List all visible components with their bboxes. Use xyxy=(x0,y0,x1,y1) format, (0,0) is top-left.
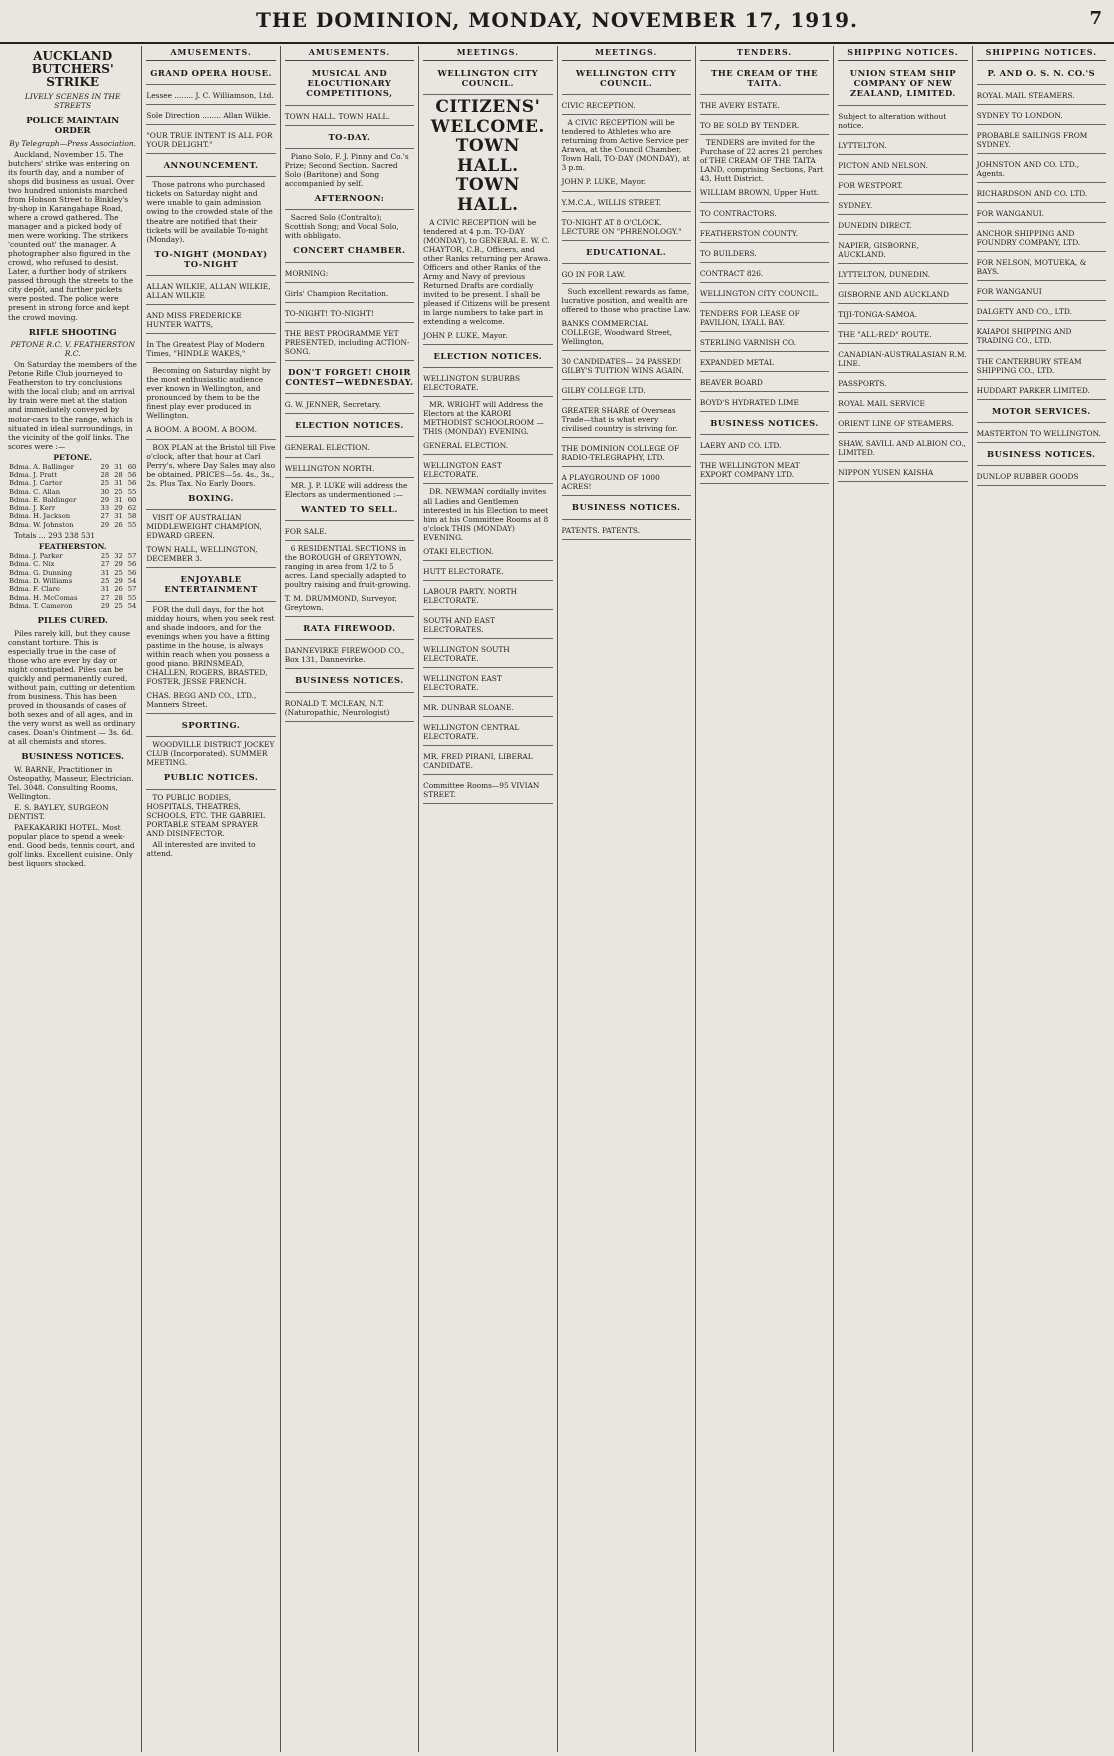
ad-block xyxy=(562,65,691,96)
paragraph: Piano Solo, F. J. Pinny and Co.'s Prize; Second Section. Sacred Solo (Baritone) and Song accompanied by self. xyxy=(284,151,409,188)
display-heading: CITIZENS' WELCOME. xyxy=(430,97,545,137)
table-cell: 60 xyxy=(127,462,137,471)
ad-line: G. W. JENNER, Secretary. xyxy=(285,397,414,414)
paragraph: On Saturday the members of the Petone Rifle Club journeyed to Featherston to try conclusions with the local club; and on arrival by train were met at the station and immediately conveyed by motor-cars to the range, which is situated in ideal surroundings, in the vicinity of the golf links. The scores were :— xyxy=(8,360,137,451)
ad-heading: GRAND OPERA HOUSE. xyxy=(150,67,272,78)
column-7 xyxy=(833,46,971,1752)
ad-line: TO BE SOLD BY TENDER. xyxy=(700,118,829,135)
ad-line: TO-NIGHT AT 8 O'CLOCK. LECTURE ON "PHRENOLOGY." xyxy=(562,215,691,241)
table-cell: 29 xyxy=(114,504,123,513)
ad-line: TO BUILDERS. xyxy=(700,246,829,263)
ad-heading: MUSICAL AND ELOCUTIONARY COMPETITIONS, xyxy=(306,67,393,99)
ad-line: LAERY AND CO. LTD. xyxy=(700,438,829,455)
table-cell: Bdma. H. McComas xyxy=(9,593,78,602)
ad-block xyxy=(285,417,414,437)
ad-block xyxy=(146,490,275,510)
ad-subheading: CONCERT CHAMBER. xyxy=(293,245,406,256)
ad-line: THE DOMINION COLLEGE OF RADIO-TELEGRAPHY, LTD. xyxy=(562,441,691,467)
section-heading: RIFLE SHOOTING xyxy=(28,327,117,338)
table-cell: Bdma. D. Williams xyxy=(9,577,73,586)
paragraph: FOR the dull days, for the hot midday hours, when you seek rest and shade indoors, and for the evenings when you have a fitting pastime in the house, is always within reach when you possess a good piano. BRINSMEAD, CHALLEN, ROGERS, BRASTED, FOSTER, JESSE FRENCH. xyxy=(146,604,275,686)
ad-line: WELLINGTON SOUTH ELECTORATE. xyxy=(423,642,552,668)
table-cell: 31 xyxy=(114,462,123,471)
ad-block xyxy=(146,571,275,602)
ad-block xyxy=(285,65,414,106)
column-6 xyxy=(695,46,833,1752)
paragraph: A CIVIC RECEPTION will be tendered to Athletes who are returning from Active Service per Arawa, at the Council Chamber, Town Hall, TO-DAY (MONDAY), at 3 p.m. xyxy=(561,118,690,173)
column-2 xyxy=(141,46,279,1752)
ad-line: BANKS COMMERCIAL COLLEGE, Woodward Street, Wellington, xyxy=(562,316,691,351)
paragraph: PAEKAKARIKI HOTEL. Most popular place to spend a week-end. Good beds, tennis court, and golf links. Excellent cuisine. Only best liquors stocked. xyxy=(8,822,135,868)
ad-line: NIPPON YUSEN KAISHA xyxy=(838,465,967,482)
column-4 xyxy=(418,46,556,1752)
ad-line: ALLAN WILKIE, ALLAN WILKIE, ALLAN WILKIE xyxy=(146,279,275,305)
column-heading: MEETINGS. xyxy=(562,46,691,61)
paragraph: WOODVILLE DISTRICT JOCKEY CLUB (Incorporated). SUMMER MEETING. xyxy=(146,740,275,768)
column-heading: SHIPPING NOTICES. xyxy=(838,46,967,61)
ad-subheading: RATA FIREWOOD. xyxy=(303,623,396,634)
signature-line: JOHN P. LUKE, Mayor. xyxy=(423,328,552,345)
table-cell: 57 xyxy=(127,552,137,561)
table-row xyxy=(8,602,137,610)
ad-block xyxy=(423,65,552,96)
subheading: By Telegraph—Press Association. xyxy=(9,138,137,148)
table-cell: 56 xyxy=(127,479,137,488)
table-cell: 54 xyxy=(127,601,137,610)
ad-line: Girls' Champion Recitation. xyxy=(285,286,414,303)
paragraph: Those patrons who purchased tickets on Saturday night and were unable to gain admission owing to the crowded state of the theatre are notified that their tickets will be available To-night (Monday). xyxy=(146,180,273,244)
table-cell: 55 xyxy=(127,593,137,602)
ad-line: GREATER SHARE of Overseas Trade—that is what every civilised country is striving for. xyxy=(562,403,691,438)
table-row xyxy=(8,552,137,560)
ad-line: TO CONTRACTORS. xyxy=(700,206,829,223)
section-heading: BUSINESS NOTICES. xyxy=(21,752,125,763)
table-cell: 31 xyxy=(114,495,123,504)
table-row xyxy=(8,569,137,577)
paragraph: TO PUBLIC BODIES, HOSPITALS, THEATRES, SCHOOLS, ETC. THE GABRIEL PORTABLE STEAM SPRAYER AND DISINFECTOR. xyxy=(146,792,266,838)
table-cell: 56 xyxy=(127,560,137,569)
table-cell: Bdma. J. Parker xyxy=(9,552,63,561)
score-table xyxy=(8,463,137,529)
table-cell: 25 xyxy=(100,479,110,488)
ad-line: ORIENT LINE OF STEAMERS. xyxy=(838,416,967,433)
paragraph: BOX PLAN at the Bristol till Five o'clock, after that hour at Carl Perry's, where Day Sales may also be obtained. PRICES—5s. 4s., 3s., 2s. Plus Tax. No Early Doors. xyxy=(146,442,276,488)
ad-line: TOWN HALL. TOWN HALL. xyxy=(285,109,414,126)
table-cell: 27 xyxy=(100,593,110,602)
table-cell: 30 xyxy=(100,487,110,496)
ad-line: GISBORNE AND AUCKLAND xyxy=(838,287,967,304)
table-cell: Bdma. T. Cameron xyxy=(9,601,73,610)
table-cell: Bdma. E. Baldinger xyxy=(9,495,77,504)
ad-line: TIJI-TONGA-SAMOA. xyxy=(838,307,967,324)
table-cell: 29 xyxy=(100,601,110,610)
ad-block xyxy=(285,501,414,521)
column-heading: AMUSEMENTS. xyxy=(285,46,414,61)
table-title: FEATHERSTON. xyxy=(38,542,107,552)
table-row xyxy=(8,577,137,585)
table-title: PETONE. xyxy=(53,452,93,462)
ad-line: T. M. DRUMMOND, Surveyor, Greytown. xyxy=(285,591,414,617)
table-cell: 56 xyxy=(127,568,137,577)
ad-line: GENERAL ELECTION. xyxy=(285,440,414,457)
ad-block xyxy=(146,65,275,85)
ad-line: FOR WANGANUI xyxy=(977,284,1106,301)
ad-line: BOYD'S HYDRATED LIME xyxy=(700,395,829,412)
table-cell: Bdma. C. Allan xyxy=(9,487,61,496)
ad-line: LYTTELTON, DUNEDIN. xyxy=(838,267,967,284)
article-headline: AUCKLAND BUTCHERS' STRIKE xyxy=(31,49,114,90)
table-cell: Bdma. J. Carter xyxy=(9,479,63,488)
table-row xyxy=(8,496,137,504)
ad-heading: WELLINGTON CITY COUNCIL. xyxy=(437,67,539,88)
ad-line: DALGETY AND CO., LTD. xyxy=(977,304,1106,321)
table-row xyxy=(8,479,137,487)
ad-line: WELLINGTON EAST ELECTORATE. xyxy=(423,671,552,697)
column-3 xyxy=(280,46,418,1752)
ad-subheading: ELECTION NOTICES. xyxy=(295,420,404,431)
ad-line: JOHNSTON AND CO. LTD., Agents. xyxy=(977,157,1106,183)
ad-line: WELLINGTON CENTRAL ELECTORATE. xyxy=(423,720,552,746)
table-cell: 57 xyxy=(127,585,137,594)
ad-subheading: SPORTING. xyxy=(181,719,241,730)
table-cell: Bdma. G. Dunning xyxy=(9,568,73,577)
ad-heading: THE CREAM OF THE TAITA. xyxy=(711,67,818,88)
table-cell: 62 xyxy=(127,504,137,513)
ad-line: BEAVER BOARD xyxy=(700,375,829,392)
ad-subheading: BUSINESS NOTICES. xyxy=(710,417,819,428)
ad-line: KAIAPOI SHIPPING AND TRADING CO., LTD. xyxy=(977,324,1106,350)
ad-line: WELLINGTON SUBURBS ELECTORATE. xyxy=(423,371,552,397)
ad-line: WILLIAM BROWN, Upper Hutt. xyxy=(700,185,829,202)
ad-line: MR. FRED PIRANI, LIBERAL CANDIDATE. xyxy=(423,749,552,775)
table-cell: 26 xyxy=(114,520,123,529)
masthead xyxy=(0,0,1114,44)
ad-line: GENERAL ELECTION. xyxy=(423,438,552,455)
ad-line: CANADIAN-AUSTRALASIAN R.M. LINE. xyxy=(838,347,967,373)
ad-block xyxy=(146,246,275,277)
ad-subheading: AFTERNOON: xyxy=(314,192,385,203)
paragraph: Becoming on Saturday night by the most enthusiastic audience ever known in Wellington, and pronounced by them to be the finest play ever produced in Wellington. xyxy=(146,366,271,421)
ad-line: FOR SALE. xyxy=(285,524,414,541)
table-cell: 25 xyxy=(100,552,110,561)
ad-line: SYDNEY TO LONDON. xyxy=(977,108,1106,125)
table-cell: 28 xyxy=(114,593,123,602)
table-cell: 25 xyxy=(114,601,123,610)
ad-line: PASSPORTS. xyxy=(838,376,967,393)
ad-line: HUTT ELECTORATE. xyxy=(423,564,552,581)
column-5 xyxy=(557,46,695,1752)
ad-line: DANNEVIRKE FIREWOOD CO., Box 131, Dannevirke. xyxy=(285,643,414,669)
ad-block xyxy=(700,415,829,435)
ad-block xyxy=(977,65,1106,85)
table-cell: 29 xyxy=(100,462,110,471)
paragraph: Sacred Solo (Contralto); Scottish Song; and Vocal Solo, with obbligato. xyxy=(284,213,399,241)
ad-line: OTAKI ELECTION. xyxy=(423,544,552,561)
ad-line: A PLAYGROUND OF 1000 ACRES! xyxy=(562,470,691,496)
ad-block xyxy=(146,157,275,177)
ad-line: CIVIC RECEPTION. xyxy=(562,98,691,115)
ad-subheading: TO-DAY. xyxy=(328,131,371,142)
ad-subheading: ANNOUNCEMENT. xyxy=(163,160,259,171)
ad-line: THE AVERY ESTATE. xyxy=(700,98,829,115)
ad-line: NAPIER, GISBORNE, AUCKLAND. xyxy=(838,238,967,264)
column-heading: MEETINGS. xyxy=(423,46,552,61)
ad-line: PROBABLE SAILINGS FROM SYDNEY. xyxy=(977,128,1106,154)
paragraph: Totals ... 293 238 531 xyxy=(14,531,96,541)
ad-line: HUDDART PARKER LIMITED. xyxy=(977,383,1106,400)
ad-line: EXPANDED METAL xyxy=(700,355,829,372)
ad-line: THE "ALL-RED" ROUTE. xyxy=(838,327,967,344)
ad-line: 30 CANDIDATES— 24 PASSED! GILBY'S TUITION WINS AGAIN. xyxy=(562,354,691,380)
ad-line: Subject to alteration without notice. xyxy=(838,109,967,135)
ad-block xyxy=(977,446,1106,466)
table-cell: 58 xyxy=(127,512,137,521)
column-heading: SHIPPING NOTICES. xyxy=(977,46,1106,61)
table-row xyxy=(8,488,137,496)
ad-line: DUNLOP RUBBER GOODS xyxy=(977,469,1106,486)
paragraph: A CIVIC RECEPTION will be tendered at 4 p.m. TO-DAY (MONDAY), to GENERAL E. W. C. CHAYTOR, C.B., Officers, and other Ranks returning per Arawa. Officers and other Ranks of the Army and Navy of previous Returned Drafts are cordially invited to be present. I shall be pleased if Citizens will be present in large numbers to take part in extending a welcome. xyxy=(423,217,551,326)
ad-block xyxy=(700,65,829,96)
ad-subheading: ELECTION NOTICES. xyxy=(433,350,543,361)
table-cell: 25 xyxy=(100,577,110,586)
table-row xyxy=(8,512,137,520)
table-cell: 31 xyxy=(114,512,123,521)
ad-subheading: BUSINESS NOTICES. xyxy=(571,502,681,513)
paragraph: Such excellent rewards as fame, lucrative position, and wealth are offered to those who practise Law. xyxy=(561,286,691,314)
score-table xyxy=(8,552,137,610)
ad-block xyxy=(838,65,967,106)
paragraph: DR. NEWMAN cordially invites all Ladies and Gentlemen interested in his Election to meet him at his Committee Rooms at 8 o'clock THIS (MONDAY) EVENING. xyxy=(423,487,549,542)
table-cell: 31 xyxy=(100,585,110,594)
table-cell: 33 xyxy=(100,504,110,513)
ad-block xyxy=(285,190,414,210)
ad-subheading: BUSINESS NOTICES. xyxy=(295,675,404,686)
ad-subheading: PUBLIC NOTICES. xyxy=(163,772,259,783)
table-cell: 56 xyxy=(127,471,137,480)
ad-line: "OUR TRUE INTENT IS ALL FOR YOUR DELIGHT." xyxy=(146,128,275,154)
column-8 xyxy=(972,46,1110,1752)
table-row xyxy=(8,585,137,593)
ad-line: Lessee ........ J. C. Williamson, Ltd. xyxy=(146,88,275,105)
ad-line: PATENTS. PATENTS. xyxy=(562,523,691,540)
table-cell: 28 xyxy=(114,471,123,480)
table-cell: 31 xyxy=(114,479,123,488)
columns-container xyxy=(4,46,1110,1752)
ad-line: CONTRACT 826. xyxy=(700,266,829,283)
page-number: 7 xyxy=(1089,8,1102,29)
ad-block xyxy=(146,769,275,789)
paragraph: E. S. BAYLEY, SURGEON DENTIST. xyxy=(8,802,109,821)
table-cell: 26 xyxy=(114,585,123,594)
ad-block xyxy=(285,129,414,149)
table-row xyxy=(8,521,137,529)
table-row xyxy=(8,463,137,471)
ad-subheading: MOTOR SERVICES. xyxy=(991,405,1091,416)
ad-line: TENDERS FOR LEASE OF PAVILION, LYALL BAY. xyxy=(700,306,829,332)
ad-block xyxy=(285,242,414,262)
ad-line: STERLING VARNISH CO. xyxy=(700,335,829,352)
paragraph: VISIT OF AUSTRALIAN MIDDLEWEIGHT CHAMPION, EDWARD GREEN. xyxy=(146,512,262,540)
ad-subheading: BUSINESS NOTICES. xyxy=(987,448,1096,459)
ad-line: In The Greatest Play of Modern Times, "HINDLE WAKES," xyxy=(146,337,275,363)
ad-line: WELLINGTON EAST ELECTORATE. xyxy=(423,458,552,484)
ad-line: ROYAL MAIL STEAMERS. xyxy=(977,88,1106,105)
ad-heading: P. AND O. S. N. CO.'S xyxy=(987,67,1096,78)
ad-line: THE CANTERBURY STEAM SHIPPING CO., LTD. xyxy=(977,354,1106,380)
column-heading: AMUSEMENTS. xyxy=(146,46,275,61)
ad-line: MR. DUNBAR SLOANE. xyxy=(423,700,552,717)
table-cell: 27 xyxy=(100,560,110,569)
ad-block xyxy=(285,620,414,640)
ad-line: GO IN FOR LAW. xyxy=(562,267,691,284)
table-cell: 28 xyxy=(100,471,110,480)
ad-line: CHAS. BEGG AND CO., LTD., Manners Street. xyxy=(146,688,275,714)
ad-line: SHAW, SAVILL AND ALBION CO., LIMITED. xyxy=(838,436,967,462)
ad-subheading: EDUCATIONAL. xyxy=(586,246,667,257)
ad-line: SOUTH AND EAST ELECTORATES. xyxy=(423,613,552,639)
table-cell: 55 xyxy=(127,487,137,496)
column-heading: TENDERS. xyxy=(700,46,829,61)
table-cell: Bdma. W. Johnston xyxy=(9,520,74,529)
ad-line: WELLINGTON NORTH. xyxy=(285,461,414,478)
table-cell: 55 xyxy=(127,520,137,529)
table-row xyxy=(8,560,137,568)
ad-line: DUNEDIN DIRECT. xyxy=(838,218,967,235)
ad-line: LABOUR PARTY. NORTH ELECTORATE. xyxy=(423,584,552,610)
paragraph: Auckland, November 15. The butchers' strike was entering on its fourth day, and a number of shops did business as usual. Over two hundred unionists marched from Hobson Street to Binkley's by-shop in Karangahape Road, where a crowd gathered. The manager and a picked body of men were working. The strikers 'counted out' the manager. A photographer also figured in the crowd, who refused to desist. Later, a further body of strikers passed through the streets to the city depôt, and further pickets were posted. The police were present in strong force and kept the crowd moving. xyxy=(8,149,135,322)
table-cell: Bdma. H. Jackson xyxy=(9,512,71,521)
paragraph: TENDERS are invited for the Purchase of 22 acres 21 perches of THE CREAM OF THE TAITA LAND, comprising Sections, Part 43, Hutt District. xyxy=(699,138,824,184)
ad-line: MASTERTON TO WELLINGTON. xyxy=(977,426,1106,443)
ad-line: ROYAL MAIL SERVICE xyxy=(838,396,967,413)
ad-line: TOWN HALL, WELLINGTON, DECEMBER 3. xyxy=(146,542,275,568)
ad-line: FOR WESTPORT. xyxy=(838,178,967,195)
ad-line: THE WELLINGTON MEAT EXPORT COMPANY LTD. xyxy=(700,458,829,484)
ad-line: AND MISS FREDERICKE HUNTER WATTS, xyxy=(146,308,275,334)
ad-block xyxy=(562,244,691,264)
table-cell: 29 xyxy=(114,560,123,569)
subheading: PETONE R.C. V. FEATHERSTON R.C. xyxy=(10,340,135,359)
display-heading: TOWN HALL. TOWN HALL. xyxy=(455,136,520,215)
table-row xyxy=(8,504,137,512)
table-cell: 29 xyxy=(100,520,110,529)
page-title: THE DOMINION, MONDAY, NOVEMBER 17, 1919. xyxy=(256,8,858,32)
ad-block xyxy=(977,403,1106,423)
ad-line: PICTON AND NELSON. xyxy=(838,158,967,175)
ad-line: Committee Rooms—95 VIVIAN STREET. xyxy=(423,778,552,804)
ad-line: FEATHERSTON COUNTY. xyxy=(700,226,829,243)
paragraph: All interested are invited to attend. xyxy=(146,839,256,858)
table-cell: 60 xyxy=(127,495,137,504)
table-cell: Bdma. F. Clare xyxy=(9,585,60,594)
table-row xyxy=(8,471,137,479)
section-heading: POLICE MAINTAIN ORDER xyxy=(26,115,120,137)
subheading: LIVELY SCENES IN THE STREETS xyxy=(24,91,121,110)
ad-line: RONALD T. MCLEAN, N.T. (Naturopathic, Neurologist) xyxy=(285,696,414,722)
table-row xyxy=(8,594,137,602)
ad-block xyxy=(285,364,414,395)
ad-block xyxy=(146,717,275,737)
section-heading: PILES CURED. xyxy=(37,616,108,627)
ad-line: TO-NIGHT! TO-NIGHT! xyxy=(285,306,414,323)
ad-line: Sole Direction ........ Allan Wilkie. xyxy=(146,108,275,125)
ad-heading: UNION STEAM SHIP COMPANY OF NEW ZEALAND, LIMITED. xyxy=(849,67,957,99)
table-cell: 29 xyxy=(114,577,123,586)
ad-subheading: TO-NIGHT (MONDAY) TO-NIGHT xyxy=(154,248,268,269)
paragraph: MR. J. P. LUKE will address the Electors as undermentioned :— xyxy=(284,480,408,499)
ad-subheading: ENJOYABLE ENTERTAINMENT xyxy=(164,574,258,595)
ad-block xyxy=(285,672,414,692)
table-cell: Bdma. C. Nix xyxy=(9,560,55,569)
table-cell: Bdma. J. Pratt xyxy=(9,471,58,480)
table-cell: 54 xyxy=(127,577,137,586)
ad-line: WELLINGTON CITY COUNCIL. xyxy=(700,286,829,303)
table-cell: 32 xyxy=(114,552,123,561)
ad-line: MORNING: xyxy=(285,266,414,283)
ad-line: THE BEST PROGRAMME YET PRESENTED, including ACTION-SONG. xyxy=(285,326,414,361)
ad-block xyxy=(423,348,552,368)
ad-subheading: BOXING. xyxy=(188,492,234,503)
ad-line: SYDNEY. xyxy=(838,198,967,215)
paragraph: 6 RESIDENTIAL SECTIONS in the BOROUGH of GREYTOWN, ranging in area from 1/2 to 5 acres. Land specially adapted to poultry raising and fruit-growing. xyxy=(284,543,411,589)
paragraph: MR. WRIGHT will Address the Electors at the KARORI METHODIST SCHOOLROOM —THIS (MONDAY) EVENING. xyxy=(423,400,544,437)
ad-line: ANCHOR SHIPPING AND FOUNDRY COMPANY, LTD. xyxy=(977,226,1106,252)
ad-block xyxy=(562,499,691,519)
paragraph: Piles rarely kill, but they cause constant torture. This is especially true in the case of those who are ever by day or night constipated. Piles can be quickly and permanently cured, without pain, cutting or detention from business. This has been proved in thousands of cases of both sexes and of all ages, and in the very worst as well as ordinary cases. Doan's Ointment — 3s. 6d. at all chemists and stores. xyxy=(8,628,136,747)
table-cell: 31 xyxy=(100,568,110,577)
ad-line: FOR WANGANUI. xyxy=(977,206,1106,223)
ad-line: RICHARDSON AND CO. LTD. xyxy=(977,186,1106,203)
table-cell: 25 xyxy=(114,568,123,577)
ad-subheading: WANTED TO SELL. xyxy=(300,503,398,514)
table-cell: 29 xyxy=(100,495,110,504)
table-cell: Bdma. A. Ballinger xyxy=(9,462,74,471)
signature-line: JOHN P. LUKE, Mayor. xyxy=(562,174,691,191)
column-1 xyxy=(4,46,141,1752)
ad-subheading: DON'T FORGET! CHOIR CONTEST—WEDNESDAY. xyxy=(285,366,414,387)
table-cell: Bdma. J. Kerr xyxy=(9,504,56,513)
ad-heading: WELLINGTON CITY COUNCIL. xyxy=(575,67,677,88)
ad-line: A BOOM. A BOOM. A BOOM. xyxy=(146,422,275,439)
table-cell: 25 xyxy=(114,487,123,496)
ad-line: FOR NELSON, MOTUEKA, & BAYS. xyxy=(977,255,1106,281)
ad-line: LYTTELTON. xyxy=(838,138,967,155)
table-cell: 27 xyxy=(100,512,110,521)
paragraph: W. BARNE, Practitioner in Osteopathy, Masseur, Electrician. Tel. 3048. Consulting Rooms, Wellington. xyxy=(8,764,134,801)
ad-line: Y.M.C.A., WILLIS STREET. xyxy=(562,195,691,212)
ad-line: GILBY COLLEGE LTD. xyxy=(562,383,691,400)
